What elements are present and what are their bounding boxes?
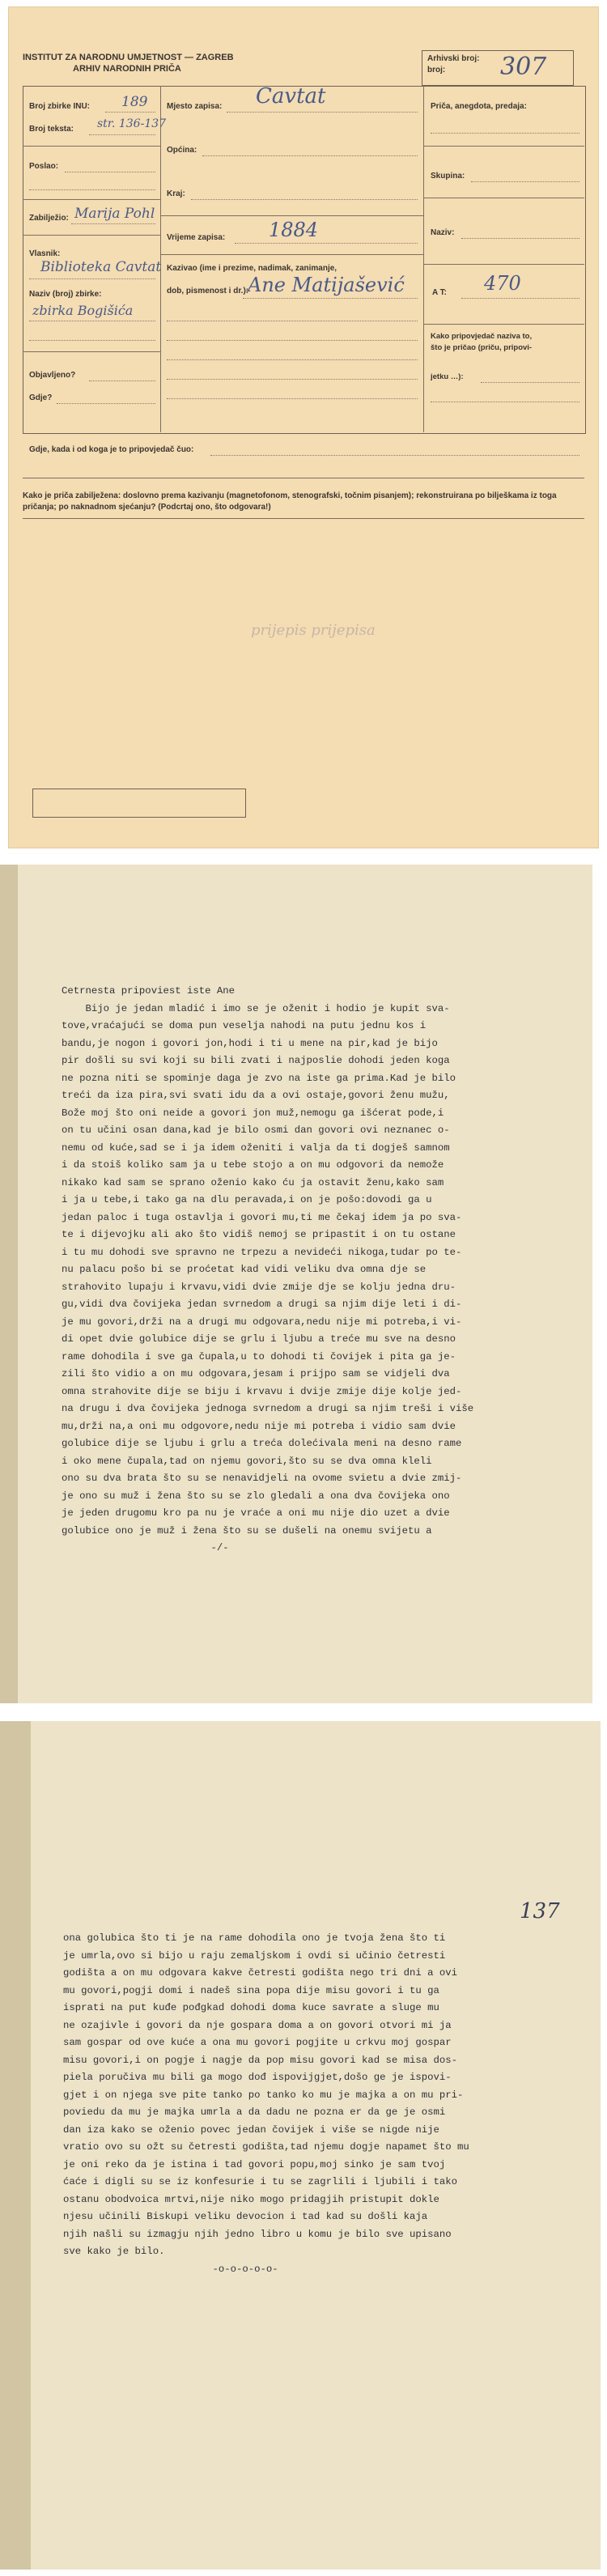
typed-line: je mu govori,drži na a drugi mu odgovara,nedu nije mi potreba,i vi- — [62, 1316, 462, 1328]
typed-text-block-2 — [63, 1930, 469, 2278]
typed-line: bandu,je nogon i govori jon,hodi i ti u mene na pir,kad je bijo — [62, 1037, 438, 1049]
typed-line: njih našli su izmagju njih jedno libro u komu je bilo sve upisano — [63, 2228, 452, 2240]
typed-line: ne ozajivle i govori da nje gospara doma a on govori otvori mi ja — [63, 2019, 452, 2031]
typed-line: jedan paloc i tuga ostavlja i govori mu,ti me čekaj idem ja po sva- — [62, 1211, 462, 1223]
typed-line: golubice dije se ljubu i grlu a treća dolećivala meni na desno rame — [62, 1438, 462, 1449]
aarne-thompson-type: 470 — [484, 272, 521, 295]
typed-line: on tu učini osan dana,kad je bilo osmi dan govori ovi neznanec o- — [62, 1124, 450, 1136]
typed-line: na drugu i dva čovijeka jednoga svrnedom a drugi sa njim treši i više — [62, 1403, 474, 1414]
typed-text-block-1 — [62, 983, 473, 1558]
typed-line: sve kako je bilo. — [63, 2246, 165, 2257]
typed-line: omna strahovite dije se biju i krvavu i dvije zmije dije kolje jed- — [62, 1385, 462, 1397]
institute-header: INSTITUT ZA NARODNU UMJETNOST — ZAGREB ARHIV NARODNIH PRIČA — [23, 53, 234, 74]
typed-line: dan iza kako se oženio povec jedan čovijek i više se nigde nije — [63, 2123, 439, 2136]
binding-edge — [0, 865, 18, 1703]
typed-line: Bože moj što oni neide a govori jon muž,nemogu ga išćerat pode,i — [62, 1107, 444, 1119]
typed-line: gjet i on njega sve pite tanko po tanko ko mu je majka a on mu pri- — [63, 2089, 464, 2101]
typed-line: njesu učinili Biskupi veliku devocion i tad kad su došli kaja — [63, 2211, 428, 2222]
typed-line: je jeden drugomu kro pa nu je vraće a oni mu nije dio uzet a dvie — [62, 1507, 450, 1519]
typed-line: Bijo je jedan mladić i imo se je oženit i hodio je kupit sva- — [62, 1002, 450, 1014]
typed-page-2 — [31, 1721, 601, 2570]
typed-line: -/- — [62, 1542, 229, 1554]
typed-line: ostanu obodvoica mrtvi,nije niko mogo pridagjih pristupit dokle — [63, 2193, 439, 2205]
typed-page-1 — [18, 865, 592, 1703]
typed-line: piela poručiva mu bili ga mogo dođ ispovijgjet,došo ge je ispovi- — [63, 2072, 452, 2083]
typed-line: i oko mene čupala,tad on njemu govori,što su se dva omna kleli — [62, 1455, 432, 1467]
typed-line: i da stoiš koliko sam ja u tebe stojo a on mu odgovori da nemože — [62, 1159, 444, 1171]
typed-line: je ono su muž i žena što su se zlo gledali a ona dva čovijeka ono — [62, 1490, 450, 1502]
date-of-record: 1884 — [269, 219, 319, 241]
typed-line: ono su dva brata što su se nenavidjeli na ovome svietu a dvie zmij- — [62, 1473, 462, 1484]
empty-box — [32, 789, 246, 818]
place-of-record: Cavtat — [256, 84, 326, 108]
typed-line: je oni reko da je istina i tad govori popu,moj sinko je sam tvoj — [63, 2158, 446, 2170]
typed-line: nu palacu pošo bi se proćetat kad vidi veliku dva omna dje se — [62, 1264, 427, 1275]
faint-handwritten-note: prijepis prijepisa — [251, 622, 376, 639]
narrator-name: Ane Matijašević — [248, 274, 405, 296]
typed-line: rame dohodila i sve ga čupala,u to dohodi ti čovijek i pita ga je- — [62, 1350, 456, 1362]
typed-line: i ja u tebe,i tako ga na dlu peravada,i on je pošo:dovodi ga u — [62, 1194, 438, 1205]
typed-line: isprati na put kuđe pođgkad dohodi doma kuce savrate a sluge mu — [63, 2002, 439, 2013]
typed-line: nikako kad sam se sprano oženio kako ću ja ostavit ženu,kako sam — [62, 1176, 450, 1188]
typed-line: nemu od kuće,sad se i ja idem oženiti i valja da ti dogješ samnom — [62, 1141, 450, 1154]
typed-line: zili što vidio a on mu odgovara,jesam i prijpo sam se vidjeli dva — [62, 1368, 450, 1379]
typed-line: treći da iza pira,svi svati idu da a ovi ostaje,govori ženu mužu, — [62, 1090, 450, 1101]
typed-line: godišta a on mu odgovara kakve četresti godišta nego tri dni a ovi — [63, 1967, 458, 1979]
typed-line: vratio ovo su ožt su četresti godišta,tad njemu dogje napamet što mu — [63, 2141, 469, 2153]
typed-line: misu govori,i on pogje i nagje da pop misu govori kad se misa dos- — [63, 2054, 458, 2066]
archive-number: 307 — [500, 53, 547, 81]
typed-line: Cetrnesta pripoviest iste Ane — [62, 985, 236, 997]
typed-line: golubice ono je muž i žena što su se dušeli na onemu svijetu a — [62, 1524, 432, 1537]
catalogue-card: INSTITUT ZA NARODNU UMJETNOST — ZAGREB ARHIV NARODNIH PRIČA Arhivski broj: broj: 307 Broj zbirke INU: 189 Broj teksta: str. 136-137 Poslao: Zabilježio: Marija Pohl Vlasnik: Biblioteka Cavtat Naziv (broj) zbirke: zbirka Bogišića Objavljeno? Gdje? Mjesto zapisa: Cavtat Općina: Kraj: Vrijeme zapisa: 1884 Kazivao (ime i prezime, nadimak, zanimanje, dob, pismenost i dr.): Ane Matijašević Priča, anegdota, predaja: Skupina: Naziv: A T: 470 Kako pripovjedač naziva to, što je pričao (priču, pripovi- jetku …): Gdje, kada i od koga je to pripovjedač čuo: Kako je priča zabilježena: doslovno prema kazivanju (magnetofonom, stenografski, točnim pisanjem); rekonstruirana po bilješkama iz toga pričanja; po naknadnom sjećanju? (Podcrtaj ono, što odgovara!) prijepis prijepisa — [8, 6, 599, 848]
recording-method-note: Kako je priča zabilježena: doslovno prema kazivanju (magnetofonom, stenografski, točnim pisanjem); rekonstruirana po bilješkama iz toga pričanja; po naknadnom sjećanju? (Podcrtaj ono, što odgovara!) — [23, 491, 557, 512]
typed-line: ćaće i digli su se iz konfesurie i tu se zagrlili i ljubili i tako — [63, 2176, 458, 2187]
typed-line: gu,vidi dva čovijeka jedan svrnedom a drugi sa njim dije leti i di- — [62, 1299, 462, 1310]
binding-edge — [0, 1721, 31, 2570]
typed-line: mu govori,pogji domi i nadeš sina popa dije misu govori i tu ga — [63, 1984, 439, 1996]
typed-line: poviedu da mu je majka umrla a da dadu ne pozna er da ge je osmi — [63, 2106, 446, 2118]
typed-line: je umrla,ovo si bijo u raju zemaljskom i ovdi si učinio četresti — [63, 1949, 446, 1962]
page-number: 137 — [520, 1899, 560, 1923]
archive-number-box: Arhivski broj: broj: 307 — [422, 50, 574, 86]
collection-number: 189 — [121, 94, 148, 110]
typed-line: ona golubica što ti je na rame dohodila ono je tvoja žena što ti — [63, 1932, 446, 1944]
owner-name: Biblioteka Cavtat — [40, 259, 162, 275]
text-number: str. 136-137 — [97, 117, 167, 130]
typed-line: i tu mu dohodi sve spravno ne trpezu a nevideći nikoga,tudar po te- — [62, 1246, 462, 1258]
typed-line: te i dijevojku ali ako što vidiš nemoj se pripastit i on tu ostane — [62, 1229, 456, 1240]
typed-line: mu,drži na,a oni mu odgovore,nedu nije mi potreba i vidio sam dvie — [62, 1420, 456, 1432]
recorder-name: Marija Pohl — [74, 206, 155, 222]
typed-line: strahovito lupaju i krvavu,vidi dvie zmije dje se kolju jedna dru- — [62, 1281, 456, 1293]
typed-line: ne pozna niti se spominje daga je zvo na iste ga prima.Kad je bilo — [62, 1072, 456, 1084]
collection-name: zbirka Bogišića — [32, 303, 134, 318]
typed-line: sam gospar od ove kuće a ona mu govori pogjite u crkvu moj gospar — [63, 2037, 452, 2048]
typed-line: -o-o-o-o-o- — [63, 2263, 278, 2275]
typed-line: pir došli su svi koji su bili zvati i najposlie dohodi jeden koga — [62, 1055, 450, 1066]
typed-line: di opet dvie golubice dije se grlu i ljubu a treće mu sve na desno — [62, 1333, 456, 1345]
typed-line: tove,vraćajući se doma pun veselja nahodi na putu jednu kos i — [62, 1020, 432, 1031]
